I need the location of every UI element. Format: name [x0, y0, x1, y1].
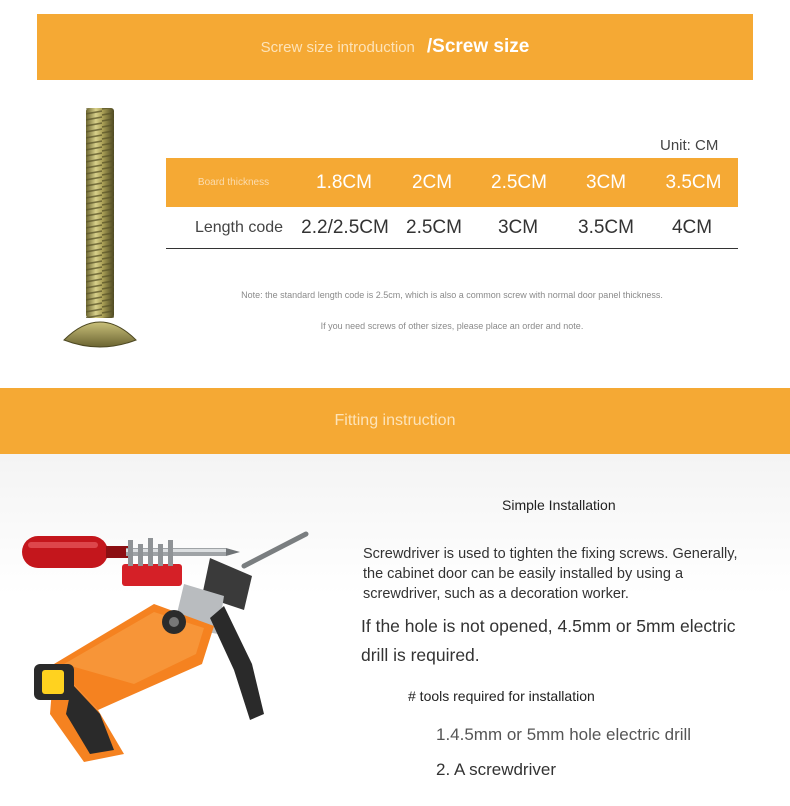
- tools-image: [14, 514, 334, 774]
- thickness-cell: 2CM: [411, 171, 453, 193]
- thickness-cell: 1.8CM: [316, 171, 372, 193]
- length-code-row: [166, 207, 738, 249]
- board-thickness-label: Board thickness: [197, 177, 270, 188]
- length-code-label: Length code: [194, 218, 284, 236]
- board-thickness-row: [166, 158, 738, 207]
- thickness-cell: 2.5CM: [491, 171, 547, 193]
- screw-image: [58, 104, 142, 354]
- length-cell: 4CM: [671, 216, 713, 238]
- screw-size-banner: [37, 14, 753, 80]
- length-cell: 2.2/2.5CM: [301, 216, 389, 238]
- thickness-cell: 3CM: [585, 171, 627, 193]
- thickness-cell: 3.5CM: [665, 171, 722, 193]
- length-cell: 3.5CM: [578, 216, 634, 238]
- fitting-instruction-banner: Fitting instruction: [0, 388, 790, 454]
- tool-list-item: 1.4.5mm or 5mm hole electric drill: [436, 725, 692, 744]
- unit-label: Unit: CM: [660, 137, 719, 154]
- simple-installation-title: Simple Installation: [502, 497, 616, 513]
- tool-list-item: 2. A screwdriver: [436, 760, 556, 779]
- tools-required-title: # tools required for installation: [408, 688, 595, 704]
- drill-requirement-text: If the hole is not opened, 4.5mm or 5mm electric drill is required.: [361, 616, 736, 665]
- length-cell: 2.5CM: [406, 216, 462, 238]
- banner-title: /Screw size: [426, 36, 530, 57]
- banner-intro-text: Screw size introduction: [260, 38, 415, 56]
- length-cell: 3CM: [497, 216, 539, 238]
- order-note: If you need screws of other sizes, please place an order and note.: [320, 321, 584, 331]
- size-note: Note: the standard length code is 2.5cm, which is also a common screw with normal door panel thickness.: [241, 290, 663, 300]
- installation-paragraph: Screwdriver is used to tighten the fixing screws. Generally, the cabinet door can be easily installed by using a screwdriver, such as a decoration worker.: [363, 546, 738, 602]
